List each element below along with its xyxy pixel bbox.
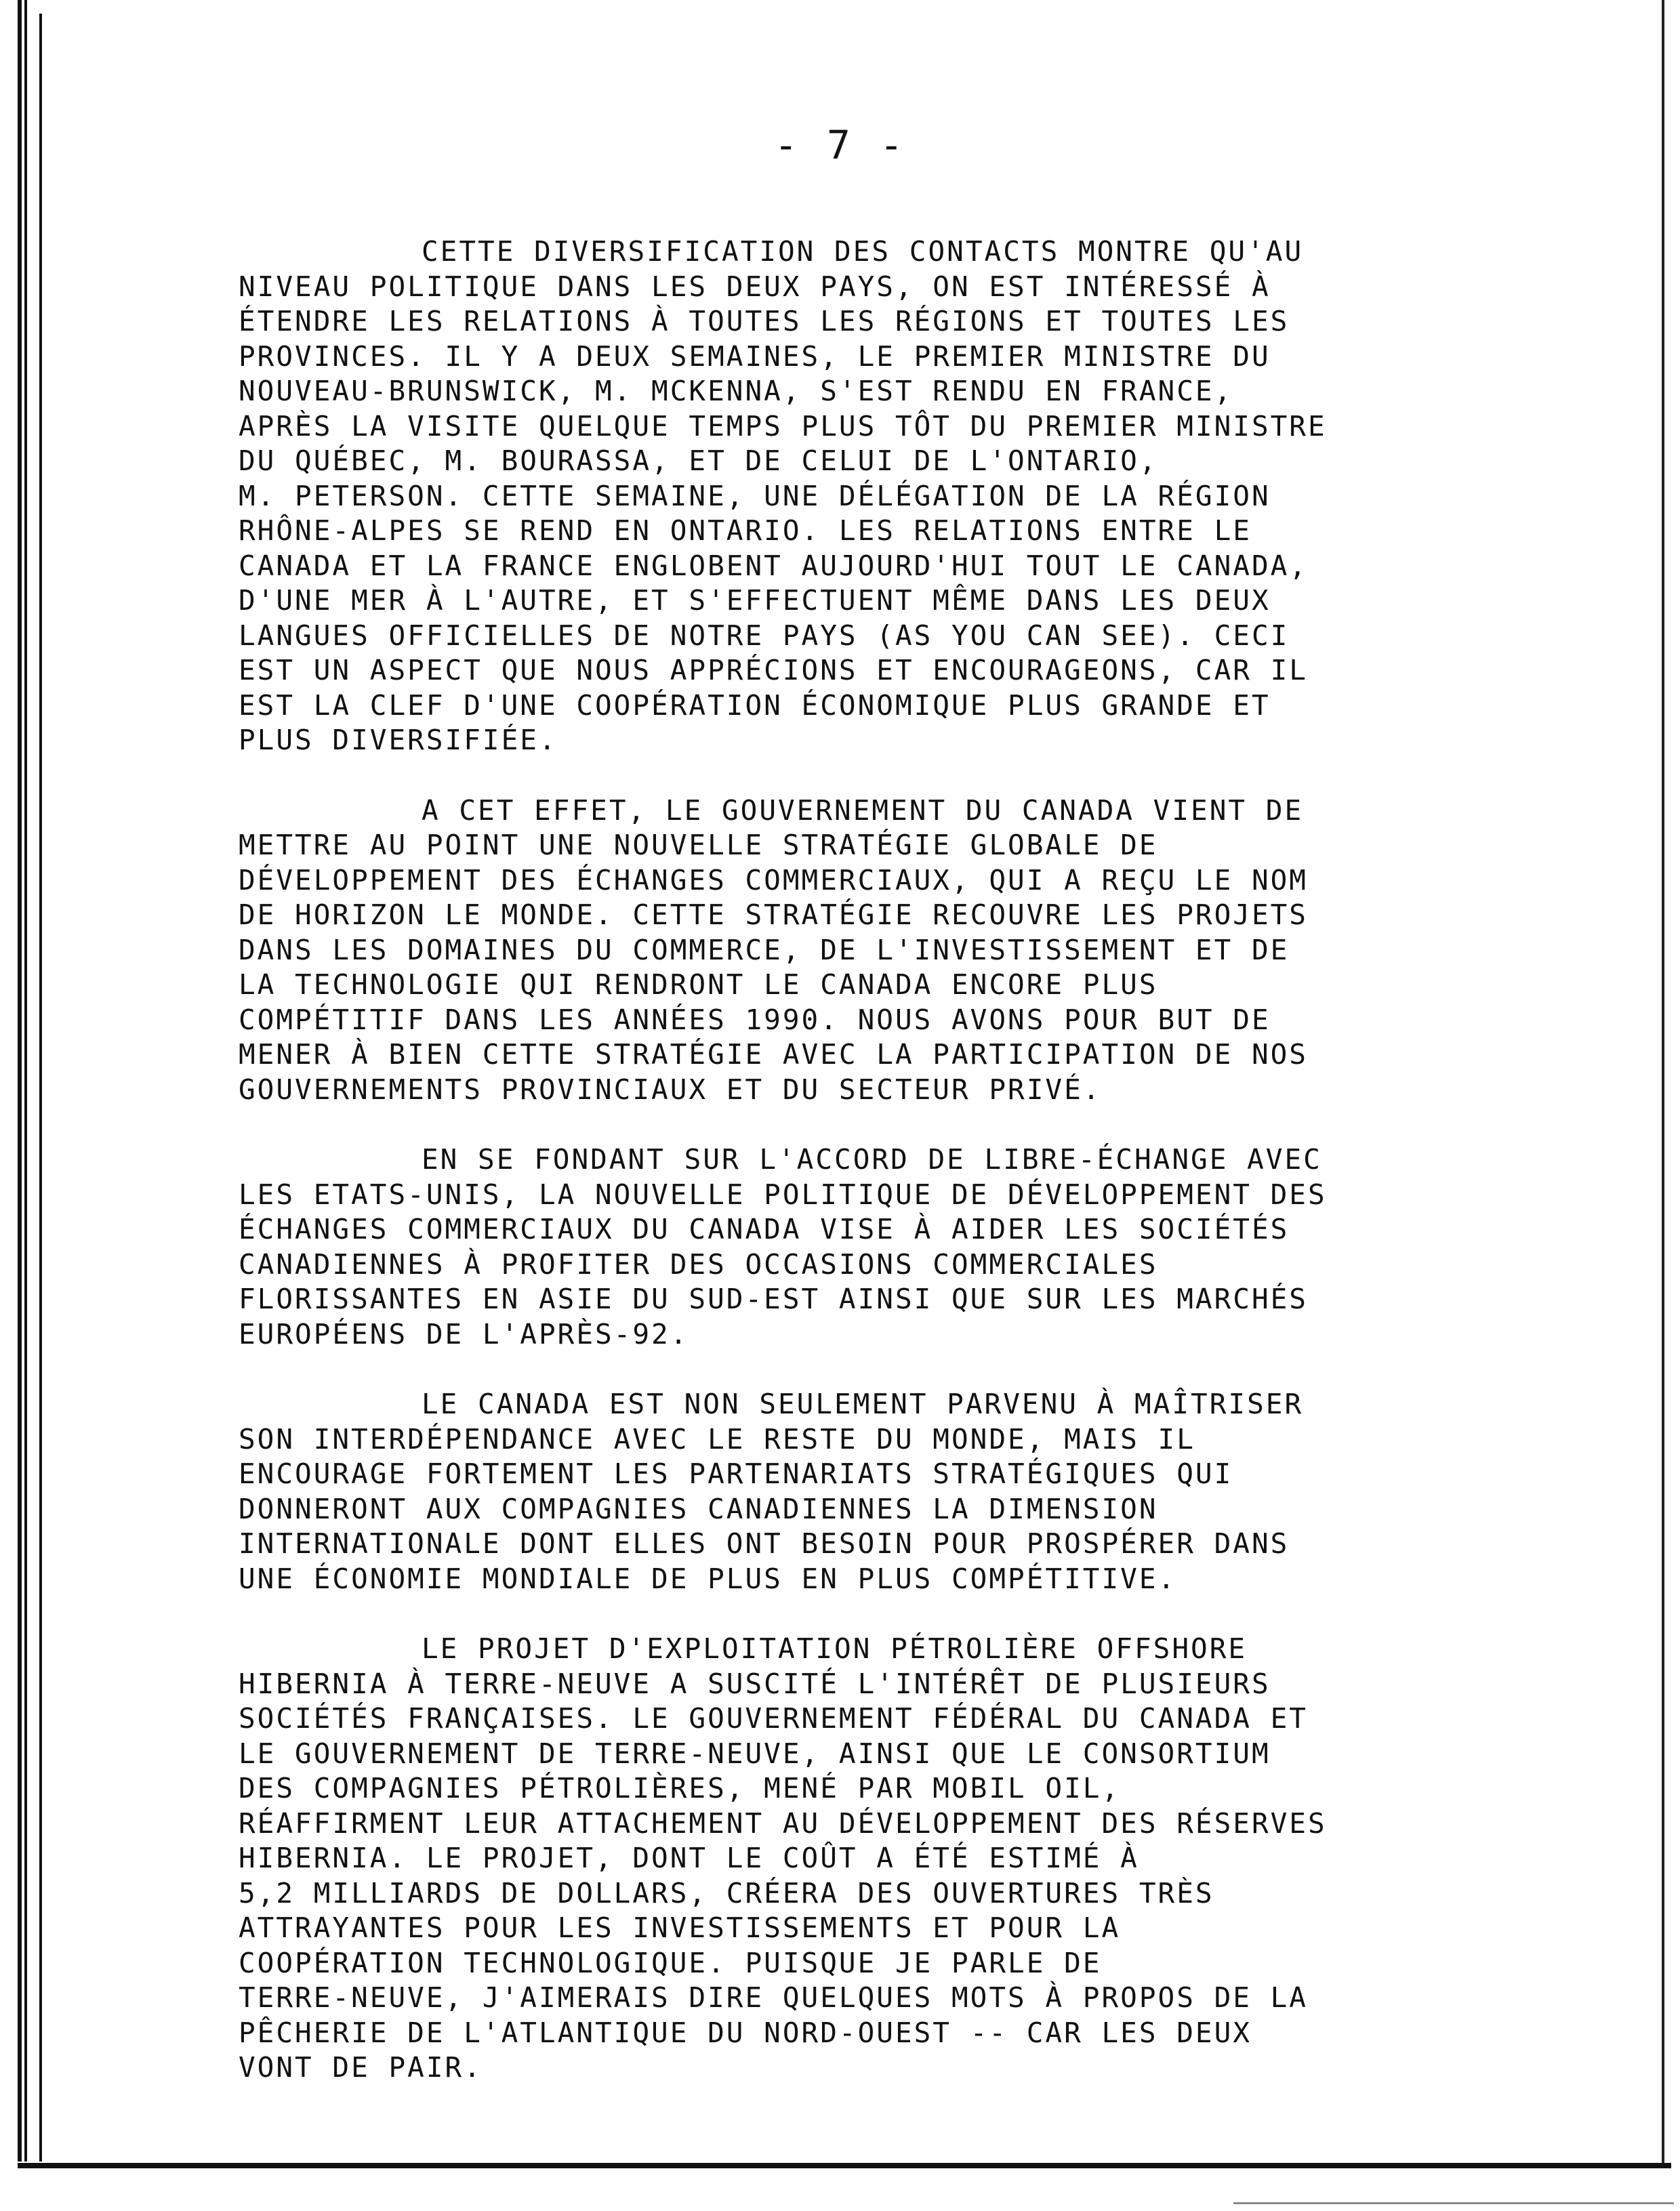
text-line: A CET EFFET, LE GOUVERNEMENT DU CANADA VIENT DE [422,793,1304,827]
text-line: GOUVERNEMENTS PROVINCIAUX ET DU SECTEUR PRIVÉ. [239,1073,1102,1106]
text-line: LES ETATS-UNIS, LA NOUVELLE POLITIQUE DE DÉVELOPPEMENT DES [239,1178,1327,1211]
text-line: ATTRAYANTES POUR LES INVESTISSEMENTS ET POUR LA [239,1912,1121,1944]
text-line: COMPÉTITIF DANS LES ANNÉES 1990. NOUS AVONS POUR BUT DE [239,1003,1271,1036]
text-line: CETTE DIVERSIFICATION DES CONTACTS MONTRE QU'AU [422,235,1304,268]
scan-border-right [1662,0,1664,2168]
text-line: NOUVEAU-BRUNSWICK, M. MCKENNA, S'EST RENDU EN FRANCE, [239,375,1233,407]
paragraph-4 [239,1387,1445,1596]
text-line: EST UN ASPECT QUE NOUS APPRÉCIONS ET ENCOURAGEONS, CAR IL [239,654,1308,686]
text-line: COOPÉRATION TECHNOLOGIQUE. PUISQUE JE PARLE DE [239,1946,1102,1979]
text-line: RÉAFFIRMENT LEUR ATTACHEMENT AU DÉVELOPPEMENT DES RÉSERVES [239,1806,1327,1840]
text-line: NIVEAU POLITIQUE DANS LES DEUX PAYS, ON EST INTÉRESSÉ À [239,270,1271,303]
scan-border-bottom [18,2163,1671,2168]
text-line: LE CANADA EST NON SEULEMENT PARVENU À MAÎTRISER [422,1388,1304,1420]
text-line: VONT DE PAIR. [239,2051,483,2084]
text-line: LANGUES OFFICIELLES DE NOTRE PAYS (AS YOU CAN SEE). CECI [239,619,1290,652]
text-line: EST LA CLEF D'UNE COOPÉRATION ÉCONOMIQUE PLUS GRANDE ET [239,688,1271,722]
text-line: RHÔNE-ALPES SE REND EN ONTARIO. LES RELATIONS ENTRE LE [239,514,1252,547]
paragraph-3 [239,1142,1445,1352]
text-line: EUROPÉENS DE L'APRÈS-92. [239,1317,689,1350]
text-line: PROVINCES. IL Y A DEUX SEMAINES, LE PREMIER MINISTRE DU [239,339,1271,373]
text-line: DANS LES DOMAINES DU COMMERCE, DE L'INVESTISSEMENT ET DE [239,933,1290,966]
text-line: M. PETERSON. CETTE SEMAINE, UNE DÉLÉGATION DE LA RÉGION [239,479,1271,512]
text-line: LE GOUVERNEMENT DE TERRE-NEUVE, AINSI QUE LE CONSORTIUM [239,1737,1271,1770]
text-line: METTRE AU POINT UNE NOUVELLE STRATÉGIE GLOBALE DE [239,829,1158,861]
page-number: - 7 - [774,122,906,168]
text-line: SOCIÉTÉS FRANÇAISES. LE GOUVERNEMENT FÉDÉRAL DU CANADA ET [239,1702,1308,1735]
document-body [239,234,1445,2121]
text-line: PÊCHERIE DE L'ATLANTIQUE DU NORD-OUEST -- CAR LES DEUX [239,2016,1252,2049]
scan-border-left [18,0,27,2162]
text-line: DONNERONT AUX COMPAGNIES CANADIENNES LA DIMENSION [239,1492,1158,1525]
paragraph-5 [239,1632,1445,2086]
text-line: CANADA ET LA FRANCE ENGLOBENT AUJOURD'HUI TOUT LE CANADA, [239,549,1308,582]
text-line: INTERNATIONALE DONT ELLES ONT BESOIN POUR PROSPÉRER DANS [239,1527,1290,1560]
text-line: HIBERNIA. LE PROJET, DONT LE COÛT A ÉTÉ ESTIMÉ À [239,1842,1139,1874]
text-line: LE PROJET D'EXPLOITATION PÉTROLIÈRE OFFSHORE [422,1632,1248,1665]
text-line: ÉTENDRE LES RELATIONS À TOUTES LES RÉGIONS ET TOUTES LES [239,305,1290,337]
text-line: LA TECHNOLOGIE QUI RENDRONT LE CANADA ENCORE PLUS [239,968,1158,1001]
scan-border-left-inner [39,14,42,2162]
text-line: 5,2 MILLIARDS DE DOLLARS, CRÉERA DES OUVERTURES TRÈS [239,1876,1214,1909]
text-line: TERRE-NEUVE, J'AIMERAIS DIRE QUELQUES MOTS À PROPOS DE LA [239,1981,1308,2014]
text-line: CANADIENNES À PROFITER DES OCCASIONS COMMERCIALES [239,1247,1158,1281]
text-line: MENER À BIEN CETTE STRATÉGIE AVEC LA PARTICIPATION DE NOS [239,1038,1308,1071]
text-line: DÉVELOPPEMENT DES ÉCHANGES COMMERCIAUX, QUI A REÇU LE NOM [239,863,1308,896]
text-line: D'UNE MER À L'AUTRE, ET S'EFFECTUENT MÊME DANS LES DEUX [239,584,1271,617]
text-line: APRÈS LA VISITE QUELQUE TEMPS PLUS TÔT DU PREMIER MINISTRE [239,409,1327,442]
text-line: EN SE FONDANT SUR L'ACCORD DE LIBRE-ÉCHANGE AVEC [422,1143,1322,1176]
text-line: SON INTERDÉPENDANCE AVEC LE RESTE DU MONDE, MAIS IL [239,1422,1195,1455]
text-line: ÉCHANGES COMMERCIAUX DU CANADA VISE À AIDER LES SOCIÉTÉS [239,1213,1290,1245]
text-line: DES COMPAGNIES PÉTROLIÈRES, MENÉ PAR MOBIL OIL, [239,1772,1121,1804]
text-line: ENCOURAGE FORTEMENT LES PARTENARIATS STRATÉGIQUES QUI [239,1458,1233,1490]
text-line: UNE ÉCONOMIE MONDIALE DE PLUS EN PLUS COMPÉTITIVE. [239,1562,1177,1595]
text-line: DU QUÉBEC, M. BOURASSA, ET DE CELUI DE L'ONTARIO, [239,445,1158,477]
text-line: HIBERNIA À TERRE-NEUVE A SUSCITÉ L'INTÉRÊT DE PLUSIEURS [239,1667,1271,1700]
paragraph-2 [239,793,1445,1108]
text-line: PLUS DIVERSIFIÉE. [239,724,558,756]
text-line: FLORISSANTES EN ASIE DU SUD-EST AINSI QUE SUR LES MARCHÉS [239,1283,1308,1315]
scan-border-bottom-faint [1233,2202,1674,2204]
text-line: DE HORIZON LE MONDE. CETTE STRATÉGIE RECOUVRE LES PROJETS [239,898,1308,931]
paragraph-1 [239,234,1445,758]
